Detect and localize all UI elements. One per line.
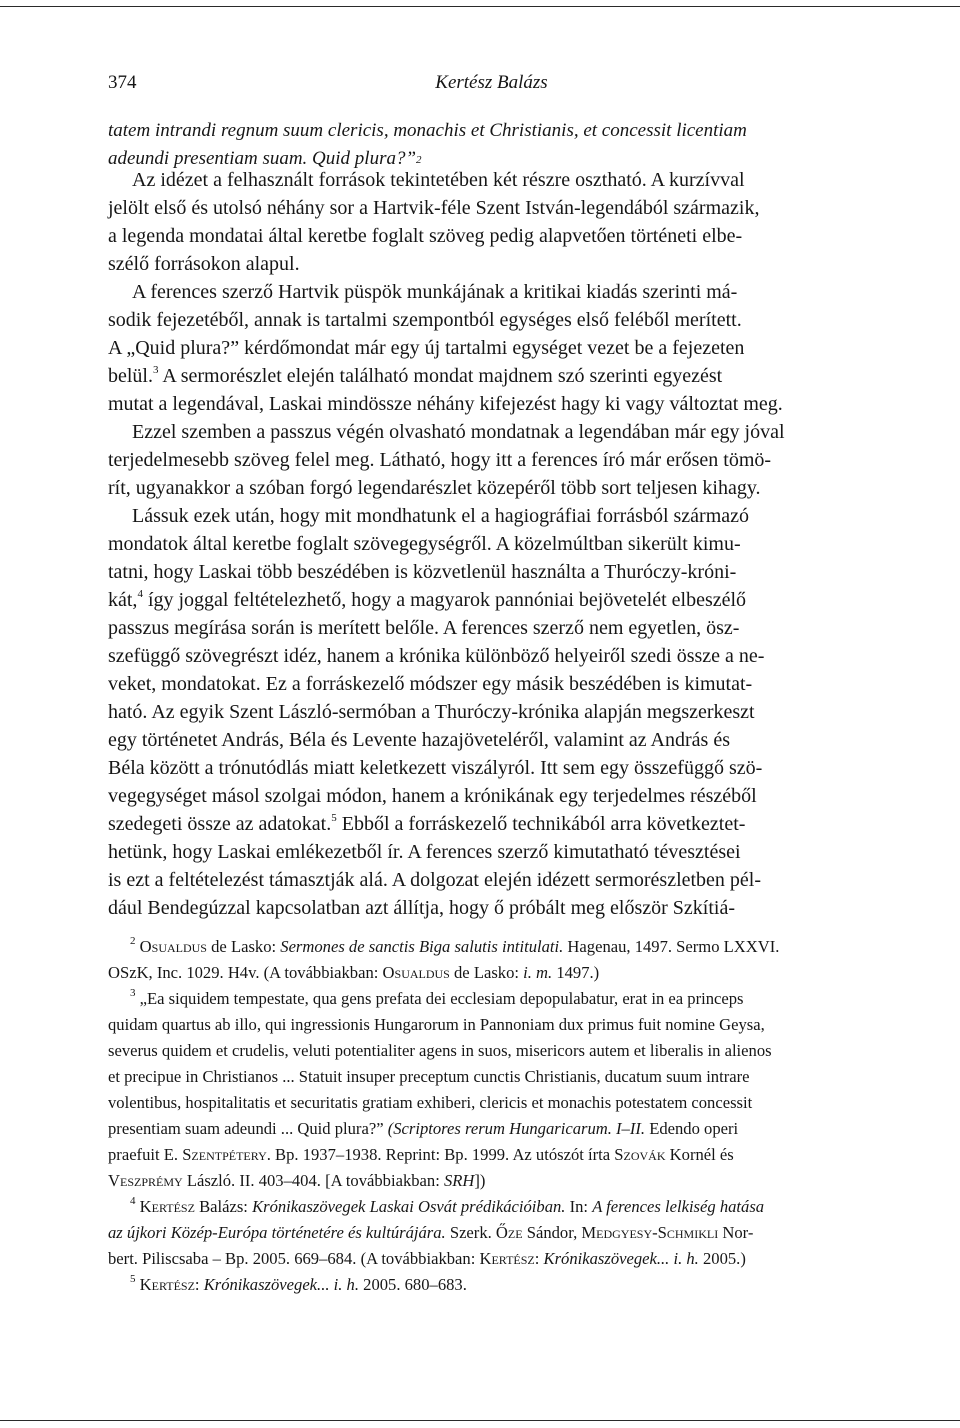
body-line: Béla között a trónutódlás miatt keletkezett viszályról. Itt sem egy összefüggő szö- bbox=[108, 757, 763, 779]
body-line: mondatok által keretbe foglalt szövegegységről. A közelmúltban sikerült kimu- bbox=[108, 533, 741, 555]
body-line: szélő forrásokon alapul. bbox=[108, 253, 300, 275]
page-number: 374 bbox=[108, 72, 137, 93]
footnote-3-line: $^3$ „Ea siquidem tempestate, qua gens prefata dei ecclesiam depopulabatur, erat in ea princeps bbox=[130, 987, 744, 1008]
footnote-2-line: OSzK, Inc. 1029. H4v. (A továbbiakban: Osualdus de Lasko: i. m. 1497.) bbox=[108, 963, 600, 982]
body-line: a legenda mondatai által keretbe foglalt szöveg pedig alapvetően történeti elbe- bbox=[108, 225, 743, 247]
body-line: ható. Az egyik Szent László-sermóban a Thuróczy-krónika alapján megszerkeszt bbox=[108, 701, 755, 723]
footnote-5-line: $^5$ Kertész: Krónikaszövegek... i. h. 2005. 680–683. bbox=[130, 1273, 467, 1294]
body-line: vegegységet másol szolgai módon, hanem a krónikának egy terjedelmes részéből bbox=[108, 785, 757, 807]
footnote-ref-4: 4 bbox=[137, 588, 143, 601]
body-line: Az idézet a felhasznált források tekintetében két részre osztható. A kurzívval bbox=[132, 169, 745, 191]
body-line: veket, mondatokat. Ez a forráskezelő módszer egy másik beszédében is kimutat- bbox=[108, 673, 753, 695]
body-line: szedegeti össze az adatokat.$^5$ Ebből a forráskezelő technikából arra következtet- bbox=[108, 812, 746, 835]
footnote-3-line: quidam quartus ab illo, qui ingressionis Hungarorum in Pannoniam dux primus fuit nomine Geysa, bbox=[108, 1015, 765, 1034]
quote-line: adeundi presentiam suam. Quid plura?” $^2$ bbox=[108, 148, 422, 169]
footnote-3-line: presentiam suam adeundi ... Quid plura?” (Scriptores rerum Hungaricarum. I–II. Edendo operi bbox=[108, 1119, 739, 1138]
footnote-4-line: $^4$ Kertész Balázs: Krónikaszövegek Laskai Osvát prédikációiban. In: A ferences lelkiség hatása bbox=[130, 1195, 765, 1216]
body-line: Ezzel szemben a passzus végén olvasható mondatnak a legendában már egy jóval bbox=[132, 421, 785, 443]
body-line: A ferences szerző Hartvik püspök munkájának a kritikai kiadás szerinti má- bbox=[132, 281, 738, 303]
footnote-3-line: et precipue in Christianos ... Statuit insuper preceptum cunctis Christianis, ducatum suum intrare bbox=[108, 1067, 750, 1086]
quote-line: tatem intrandi regnum suum clericis, monachis et Christianis, et concessit licentiam bbox=[108, 120, 747, 141]
body-line: hetünk, hogy Laskai emlékezetből ír. A ferences szerző kimutatható tévesztései bbox=[108, 841, 741, 863]
footnote-ref-3: 3 bbox=[153, 364, 159, 377]
body-line: dául Bendegúzzal kapcsolatban azt állítja, hogy ő próbált meg először Szkítiá- bbox=[108, 897, 736, 919]
footnote-ref-5: 5 bbox=[331, 812, 337, 825]
latin-quotation bbox=[108, 120, 875, 176]
running-title: Kertész Balázs bbox=[435, 72, 548, 93]
footnote-4-line: bert. Piliscsaba – Bp. 2005. 669–684. (A továbbiakban: Kertész: Krónikaszövegek... i. h. 2005.) bbox=[108, 1249, 746, 1268]
body-line: is ezt a feltételezést támasztják alá. A dolgozat elején idézett sermorészletben pél- bbox=[108, 869, 762, 891]
body-line: jelölt első és utolsó néhány sor a Hartvik-féle Szent István-legendából származik, bbox=[108, 197, 760, 219]
body-text bbox=[108, 169, 875, 925]
body-line: belül.$^3$ A sermorészlet elején található mondat majdnem szó szerinti egyezést bbox=[108, 364, 723, 387]
body-line: tatni, hogy Laskai több beszédében is közvetlenül használta a Thuróczy-króni- bbox=[108, 561, 737, 583]
footnote-3-line: praefuit E. Szentpétery. Bp. 1937–1938. Reprint: Bp. 1999. Az utószót írta Szovák Kornél és bbox=[108, 1145, 734, 1164]
body-line: mutat a legendával, Laskai mindössze néhány kifejezést hagy ki vagy változtat meg. bbox=[108, 393, 783, 415]
bottom-scan-edge-rule bbox=[0, 1420, 960, 1421]
footnote-3-line: severus quidem et crudelis, veluti potentialiter agens in suos, misericors autem et liberalis in alienos bbox=[108, 1041, 772, 1060]
footnote-2-line: $^2$ Osualdus de Lasko: Sermones de sanctis Biga salutis intitulati. Hagenau, 1497. Sermo LXXVI. bbox=[130, 935, 780, 956]
footnotes bbox=[108, 937, 875, 1301]
body-line: A „Quid plura?” kérdőmondat már egy új tartalmi egységet vezet be a fejezeten bbox=[108, 337, 745, 359]
body-line: Lássuk ezek után, hogy mit mondhatunk el a hagiográfiai forrásból származó bbox=[132, 505, 750, 527]
body-line: szefüggő szövegrészt idéz, hanem a krónika különböző helyeiről szedi össze a ne- bbox=[108, 645, 765, 667]
body-line: sodik fejezetéből, annak is tartalmi szempontból egységes első feléből merített. bbox=[108, 309, 742, 331]
footnote-4-line: az újkori Közép-Európa történetére és kultúrájára. Szerk. Őze Sándor, Medgyesy-Schmikli Nor- bbox=[108, 1223, 754, 1242]
footnote-3-line: volentibus, hospitalitatis et securitatis gratiam exhiberi, clericis et monachis potestatem concessit bbox=[108, 1093, 753, 1112]
body-line: rít, ugyanakkor a szóban forgó legendarészlet közepéről több sort teljesen kihagy. bbox=[108, 477, 761, 499]
footnote-3-line: Veszprémy László. II. 403–404. [A továbbiakban: SRH]) bbox=[108, 1171, 486, 1190]
body-line: passzus megírása során is merített belőle. A ferences szerző nem egyetlen, ösz- bbox=[108, 617, 740, 639]
body-line: egy történetet András, Béla és Levente hazajöveteléről, valamint az András és bbox=[108, 729, 730, 751]
body-line: terjedelmesebb szöveg felel meg. Látható, hogy itt a ferences író már erősen tömö- bbox=[108, 449, 772, 471]
top-scan-edge-rule bbox=[0, 6, 960, 7]
page-header bbox=[108, 72, 875, 100]
body-line: kát,$^4$ így joggal feltételezhető, hogy a magyarok pannóniai bejövetelét elbeszélő bbox=[108, 588, 747, 611]
